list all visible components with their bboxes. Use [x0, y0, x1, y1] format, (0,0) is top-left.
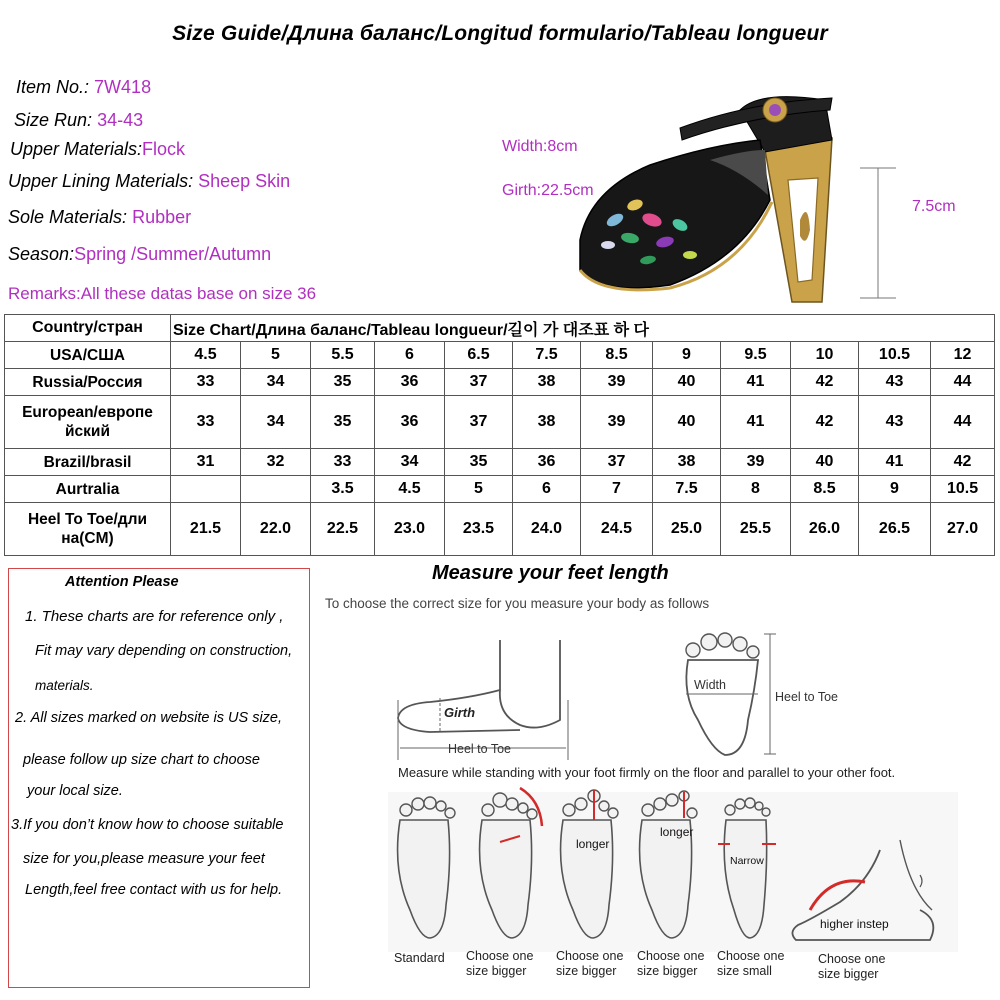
- table-cell: 27.0: [931, 503, 995, 556]
- table-cell: 42: [791, 369, 859, 396]
- table-cell: 40: [653, 369, 721, 396]
- table-cell: 12: [931, 342, 995, 369]
- remarks: Remarks:All these datas base on size 36: [8, 284, 317, 303]
- spec-value: 34-43: [97, 110, 144, 130]
- caption-line1: Choose one: [717, 949, 785, 963]
- table-cell: 37: [581, 449, 653, 476]
- shoe-girth: Girth:22.5cm: [502, 182, 594, 199]
- table-cell: 33: [311, 449, 375, 476]
- caption-line2: size bigger: [637, 964, 698, 978]
- table-row-usa: [5, 342, 995, 369]
- table-cell: 40: [791, 449, 859, 476]
- measure-instruction: Measure while standing with your foot firmly on the floor and parallel to your other foot.: [398, 765, 896, 780]
- table-cell: 42: [931, 449, 995, 476]
- spec-sole: [8, 207, 191, 228]
- table-cell: 41: [859, 449, 931, 476]
- note-longer-1: longer: [576, 837, 610, 851]
- width-label: Width: [694, 678, 726, 692]
- caption-line2: size bigger: [818, 967, 879, 981]
- table-cell: 34: [241, 369, 311, 396]
- attention-line: 3.If you don’t know how to choose suitable: [11, 817, 284, 833]
- table-cell: 41: [721, 369, 791, 396]
- table-cell: 5: [241, 342, 311, 369]
- table-cell: 35: [311, 369, 375, 396]
- attention-line: materials.: [35, 678, 94, 693]
- table-cell: 33: [171, 369, 241, 396]
- table-row-european: [5, 396, 995, 449]
- table-cell: 5.5: [311, 342, 375, 369]
- table-cell: 9.5: [721, 342, 791, 369]
- table-row-heel-to-toe: [5, 503, 995, 556]
- table-cell: 5: [445, 476, 513, 503]
- table-cell: 22.0: [241, 503, 311, 556]
- caption-line2: size bigger: [556, 964, 617, 978]
- attention-title: Attention Please: [65, 574, 179, 590]
- attention-line: please follow up size chart to choose: [23, 752, 260, 768]
- caption-line1: Choose one: [556, 949, 624, 963]
- attention-box: [8, 568, 310, 988]
- row-label-line: йский: [65, 423, 110, 440]
- table-cell: 4.5: [171, 342, 241, 369]
- table-cell: 34: [375, 449, 445, 476]
- caption-line1: Choose one: [637, 949, 705, 963]
- page-title: Size Guide/Длина баланс/Longitud formulario/Tableau longueur: [172, 22, 828, 45]
- attention-line: 2. All sizes marked on website is US size,: [15, 710, 283, 726]
- spec-label: Item No.:: [16, 77, 90, 97]
- table-cell: 37: [445, 369, 513, 396]
- table-cell: 6: [513, 476, 581, 503]
- girth-label: Girth: [444, 705, 476, 720]
- row-label: Brazil/brasil: [5, 449, 171, 476]
- table-cell: 38: [513, 369, 581, 396]
- attention-line: Length,feel free contact with us for help.: [25, 882, 283, 898]
- caption-line2: size small: [717, 964, 772, 978]
- table-cell: 8.5: [581, 342, 653, 369]
- heel-to-toe-top-label: Heel to Toe: [775, 690, 839, 704]
- table-cell: 24.5: [581, 503, 653, 556]
- table-cell: [171, 476, 241, 503]
- spec-label: Size Run:: [14, 110, 93, 130]
- table-cell: 9: [653, 342, 721, 369]
- table-cell: 26.5: [859, 503, 931, 556]
- table-cell: 40: [653, 396, 721, 449]
- table-cell: 8.5: [791, 476, 859, 503]
- table-cell: 26.0: [791, 503, 859, 556]
- table-cell: 21.5: [171, 503, 241, 556]
- table-cell: 34: [241, 396, 311, 449]
- attention-line: your local size.: [27, 783, 123, 799]
- measure-subtitle: To choose the correct size for you measure your body as follows: [325, 596, 710, 611]
- spec-season: [8, 244, 271, 265]
- table-cell: 38: [513, 396, 581, 449]
- row-label: [5, 396, 171, 449]
- attention-line: 1. These charts are for reference only ,: [25, 608, 284, 625]
- row-label: USA/США: [5, 342, 171, 369]
- table-cell: 6.5: [445, 342, 513, 369]
- spec-value: Rubber: [132, 207, 192, 227]
- table-cell: 23.5: [445, 503, 513, 556]
- table-cell: 41: [721, 396, 791, 449]
- shoe-heel-height: 7.5cm: [912, 198, 956, 215]
- spec-value: Flock: [142, 139, 186, 159]
- spec-value: Sheep Skin: [198, 171, 291, 191]
- table-cell: 6: [375, 342, 445, 369]
- note-narrow: Narrow: [730, 855, 764, 867]
- spec-value: 7W418: [94, 77, 152, 97]
- table-cell: 39: [721, 449, 791, 476]
- table-row-brazil: [5, 449, 995, 476]
- row-label: Russia/Россия: [5, 369, 171, 396]
- shoe-image: [560, 70, 900, 310]
- measure-title: Measure your feet length: [432, 562, 669, 584]
- table-header-country: Country/стран: [5, 315, 171, 342]
- caption-line1: Choose one: [818, 952, 886, 966]
- table-cell: 25.5: [721, 503, 791, 556]
- row-label-line: European/европе: [22, 404, 153, 421]
- table-cell: 4.5: [375, 476, 445, 503]
- note-longer-2: longer: [660, 825, 694, 839]
- table-cell: 23.0: [375, 503, 445, 556]
- table-cell: 42: [791, 396, 859, 449]
- table-cell: 7: [581, 476, 653, 503]
- spec-upper-materials: [10, 139, 185, 160]
- table-cell: 36: [513, 449, 581, 476]
- note-higher-instep: higher instep: [820, 917, 889, 931]
- size-chart-table: [4, 314, 995, 556]
- spec-label: Upper Materials:: [10, 139, 143, 159]
- table-header-row: [5, 315, 995, 342]
- table-cell: 31: [171, 449, 241, 476]
- spec-lining: [8, 171, 290, 192]
- table-cell: 38: [653, 449, 721, 476]
- table-cell: 7.5: [513, 342, 581, 369]
- table-cell: 36: [375, 369, 445, 396]
- table-cell: 44: [931, 396, 995, 449]
- caption-line1: Standard: [394, 951, 445, 965]
- table-cell: 7.5: [653, 476, 721, 503]
- table-row-australia: [5, 476, 995, 503]
- table-cell: 3.5: [311, 476, 375, 503]
- attention-line: Fit may vary depending on construction,: [35, 643, 293, 659]
- table-cell: 35: [311, 396, 375, 449]
- table-row-russia: [5, 369, 995, 396]
- spec-label: Season:: [8, 244, 75, 264]
- table-cell: 33: [171, 396, 241, 449]
- table-cell: 25.0: [653, 503, 721, 556]
- table-cell: 32: [241, 449, 311, 476]
- heel-to-toe-side-label: Heel to Toe: [448, 742, 512, 756]
- caption-line1: Choose one: [466, 949, 534, 963]
- row-label-line: Heel To Toe/дли: [27, 511, 148, 528]
- table-cell: 37: [445, 396, 513, 449]
- table-cell: 10.5: [931, 476, 995, 503]
- spec-label: Sole Materials:: [8, 207, 128, 227]
- table-cell: 39: [581, 396, 653, 449]
- caption-line2: size bigger: [466, 964, 527, 978]
- table-cell: 43: [859, 396, 931, 449]
- attention-line: size for you,please measure your feet: [23, 851, 265, 867]
- spec-label: Upper Lining Materials:: [8, 171, 194, 191]
- spec-item-no: [16, 77, 151, 98]
- top-foot-icon: [686, 633, 776, 755]
- table-header-chart: Size Chart/Длина баланс/Tableau longueur/길이 가 대조표 하 다: [171, 315, 995, 342]
- table-cell: 24.0: [513, 503, 581, 556]
- table-cell: 10: [791, 342, 859, 369]
- table-cell: 9: [859, 476, 931, 503]
- table-cell: 36: [375, 396, 445, 449]
- table-cell: 43: [859, 369, 931, 396]
- table-cell: 8: [721, 476, 791, 503]
- foot-measure-diagram: [320, 620, 990, 995]
- table-cell: 39: [581, 369, 653, 396]
- table-cell: 44: [931, 369, 995, 396]
- spec-value: Spring /Summer/Autumn: [74, 244, 272, 264]
- row-label: [5, 503, 171, 556]
- table-cell: 35: [445, 449, 513, 476]
- row-label-line: на(CM): [61, 530, 114, 547]
- table-cell: 22.5: [311, 503, 375, 556]
- shoe-width: Width:8cm: [502, 138, 578, 155]
- table-cell: 10.5: [859, 342, 931, 369]
- spec-size-run: [14, 110, 143, 131]
- row-label: Aurtralia: [5, 476, 171, 503]
- table-cell: [241, 476, 311, 503]
